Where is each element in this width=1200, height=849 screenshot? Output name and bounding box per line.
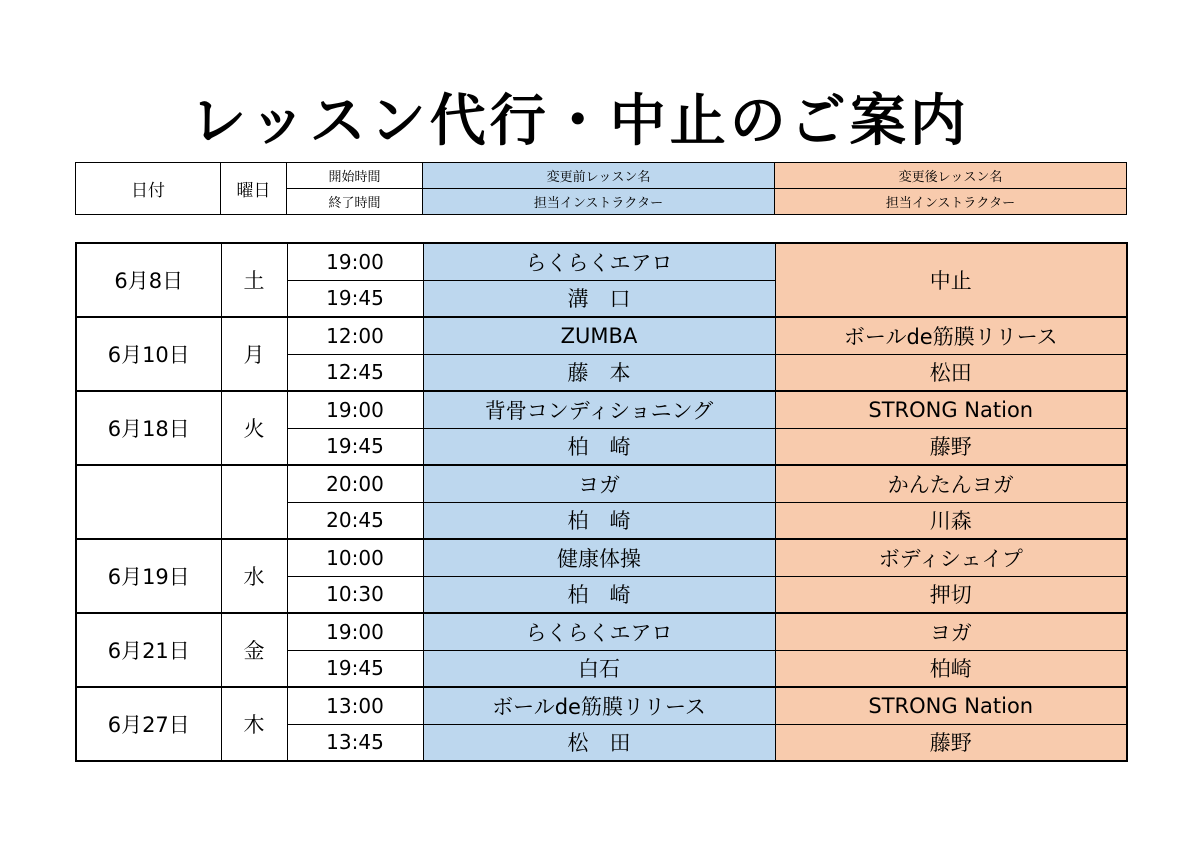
end-time-cell: 20:45 xyxy=(287,502,423,539)
date-cell: 6月18日 xyxy=(76,391,221,465)
before-instructor-cell: 柏 崎 xyxy=(423,502,775,539)
before-instructor-cell: 白石 xyxy=(423,650,775,687)
header-table xyxy=(75,162,1127,215)
header-date: 日付 xyxy=(76,163,221,215)
header-weekday: 曜日 xyxy=(221,163,287,215)
end-time-cell: 19:45 xyxy=(287,428,423,465)
weekday-cell: 月 xyxy=(221,317,287,391)
before-instructor-cell: 松 田 xyxy=(423,724,775,761)
start-time-cell: 19:00 xyxy=(287,243,423,280)
schedule-row xyxy=(76,687,1127,724)
end-time-cell: 10:30 xyxy=(287,576,423,613)
schedule-row xyxy=(76,243,1127,280)
start-time-cell: 13:00 xyxy=(287,687,423,724)
after-instructor-cell: 松田 xyxy=(775,354,1127,391)
header-end-time: 終了時間 xyxy=(287,189,423,215)
header-start-time: 開始時間 xyxy=(287,163,423,189)
date-cell: 6月21日 xyxy=(76,613,221,687)
start-time-cell: 10:00 xyxy=(287,539,423,576)
header-after-instructor: 担当インストラクター xyxy=(775,189,1127,215)
before-lesson-cell: 健康体操 xyxy=(423,539,775,576)
before-instructor-cell: 溝 口 xyxy=(423,280,775,317)
start-time-cell: 20:00 xyxy=(287,465,423,502)
header-before-lesson: 変更前レッスン名 xyxy=(423,163,775,189)
before-lesson-cell: 背骨コンディショニング xyxy=(423,391,775,428)
after-instructor-cell: 押切 xyxy=(775,576,1127,613)
page-title: レッスン代行・中止のご案内 xyxy=(190,89,970,154)
weekday-cell: 土 xyxy=(221,243,287,317)
before-lesson-cell: ZUMBA xyxy=(423,317,775,354)
header-before-instructor: 担当インストラクター xyxy=(423,189,775,215)
date-cell: 6月8日 xyxy=(76,243,221,317)
weekday-cell: 火 xyxy=(221,391,287,465)
after-instructor-cell: 藤野 xyxy=(775,428,1127,465)
header-after-lesson: 変更後レッスン名 xyxy=(775,163,1127,189)
weekday-cell: 水 xyxy=(221,539,287,613)
start-time-cell: 19:00 xyxy=(287,613,423,650)
weekday-cell: 木 xyxy=(221,687,287,761)
date-cell: 6月19日 xyxy=(76,539,221,613)
after-lesson-cell: ヨガ xyxy=(775,613,1127,650)
date-cell: 6月27日 xyxy=(76,687,221,761)
after-lesson-cell: ボールde筋膜リリース xyxy=(775,317,1127,354)
schedule-row xyxy=(76,465,1127,502)
schedule-row xyxy=(76,613,1127,650)
after-instructor-cell: 柏崎 xyxy=(775,650,1127,687)
after-lesson-cell: STRONG Nation xyxy=(775,391,1127,428)
start-time-cell: 12:00 xyxy=(287,317,423,354)
weekday-cell xyxy=(221,465,287,539)
schedule-row xyxy=(76,539,1127,576)
schedule-table xyxy=(75,242,1128,762)
before-lesson-cell: らくらくエアロ xyxy=(423,613,775,650)
schedule-row xyxy=(76,391,1127,428)
after-cancelled-cell: 中止 xyxy=(775,243,1127,317)
weekday-cell: 金 xyxy=(221,613,287,687)
date-cell: 6月10日 xyxy=(76,317,221,391)
before-lesson-cell: ヨガ xyxy=(423,465,775,502)
before-instructor-cell: 柏 崎 xyxy=(423,428,775,465)
after-lesson-cell: かんたんヨガ xyxy=(775,465,1127,502)
end-time-cell: 19:45 xyxy=(287,650,423,687)
before-instructor-cell: 柏 崎 xyxy=(423,576,775,613)
end-time-cell: 19:45 xyxy=(287,280,423,317)
after-lesson-cell: ボディシェイプ xyxy=(775,539,1127,576)
after-instructor-cell: 川森 xyxy=(775,502,1127,539)
before-lesson-cell: らくらくエアロ xyxy=(423,243,775,280)
date-cell xyxy=(76,465,221,539)
start-time-cell: 19:00 xyxy=(287,391,423,428)
after-instructor-cell: 藤野 xyxy=(775,724,1127,761)
before-lesson-cell: ボールde筋膜リリース xyxy=(423,687,775,724)
end-time-cell: 13:45 xyxy=(287,724,423,761)
after-lesson-cell: STRONG Nation xyxy=(775,687,1127,724)
schedule-row xyxy=(76,317,1127,354)
end-time-cell: 12:45 xyxy=(287,354,423,391)
before-instructor-cell: 藤 本 xyxy=(423,354,775,391)
